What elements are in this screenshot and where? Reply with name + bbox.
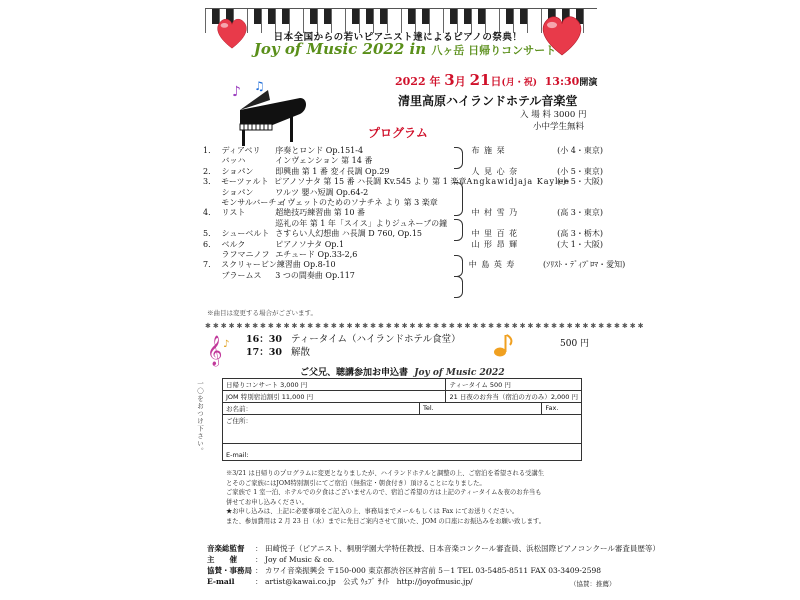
program-composer: ブラームス	[221, 270, 262, 280]
program-performer	[472, 271, 548, 281]
program-composer: スクリャービン	[221, 260, 277, 270]
form-notes	[226, 469, 596, 526]
program-num: 4．	[203, 208, 217, 218]
credit-value[interactable]: artist@kawai.co.jp 公式 ｳｪﾌﾞ ｻｲﾄ http://joyofmusic.jp/	[265, 577, 473, 586]
program-note: ※曲目は変更する場合がございます。	[207, 309, 317, 317]
program-heading: プログラム	[368, 126, 428, 140]
title-en: Joy of Music 2022 in	[253, 40, 427, 58]
option-night-bento[interactable]: 21 日夜のお弁当（宿泊の方のみ）2,000 円	[446, 391, 582, 403]
program-piece: 巡礼の年 第 1 年「スイス」よりジュネーブの鐘	[275, 218, 448, 228]
program-num	[203, 156, 222, 166]
credit-label: 音楽総監督	[207, 544, 245, 553]
brace	[454, 255, 463, 277]
sponsor-note: （協賛：推薦）	[570, 580, 616, 588]
program-piece: 3 つの間奏曲 Op.117	[275, 270, 355, 280]
program-num: 2．	[203, 166, 217, 176]
program-piece: 序奏とロンド Op.151-4	[275, 146, 364, 155]
fax-field[interactable]: Fax.	[542, 403, 582, 415]
program-row	[203, 188, 603, 198]
program-performer: 中 里 百 花	[471, 229, 519, 239]
program-piece: 練習曲 Op.8-10	[276, 260, 336, 270]
credit-label: 主 催	[207, 555, 237, 564]
svg-text:♫: ♫	[254, 79, 265, 93]
program-row	[203, 208, 603, 218]
program-performer: Angkawidjaja Kaylee	[466, 177, 571, 187]
schedule-item: 16：30 ティータイム（ハイランドホテル食堂）	[246, 334, 461, 345]
program-num	[203, 271, 222, 281]
program-piece: ピアノソナタ Op.1	[275, 239, 345, 249]
program-piece: ワルツ 嬰ハ短調 Op.64-2	[275, 187, 369, 197]
program-composer: リスト	[221, 208, 246, 218]
grand-piano-icon	[230, 80, 310, 150]
event-title	[205, 40, 605, 58]
program-age	[547, 219, 603, 229]
treble-clef-icon	[205, 333, 235, 367]
note-line: また、参加費用は 2 月 23 日（水）までに先日ご案内させて頂いた、JOM の口座にお振込みをお願い致します。	[226, 517, 546, 525]
option-tea[interactable]: ティータイム 500 円	[446, 379, 582, 391]
program-composer	[222, 219, 276, 229]
program-composer: ラフマニノフ	[221, 249, 270, 259]
credit-label: E-mail	[207, 577, 235, 586]
note-line: ※3/21 は日帰りのプログラムに変更となりましたが、ハイランドホテルと調整の上、ご宿泊を希望される受講生	[226, 470, 545, 477]
credit-line: E-mail ： artist@kawai.co.jp 公式 ｳｪﾌﾞ ｻｲﾄ http://joyofmusic.jp/	[207, 577, 473, 586]
program-age	[547, 250, 603, 260]
program-num: 6．	[203, 239, 217, 249]
program-composer: モーツァルト	[221, 177, 269, 187]
svg-text:♪: ♪	[232, 84, 241, 100]
credit-line: 音楽総監督 ： 田崎悦子（ピアニスト、桐朋学園大学特任教授、日本音楽コンクール審査員、浜松国際ピアノコンクール審査員歴等）	[207, 544, 660, 553]
program-performer	[473, 198, 548, 208]
svg-text:♪: ♪	[223, 339, 230, 350]
program-performer	[472, 219, 548, 229]
program-piece: イヴェットのためのソナチネ より 第 3 楽章	[279, 197, 438, 207]
program-age: (ｿﾘｽﾄ・ﾃﾞｨﾌﾟﾛﾏ・愛知)	[543, 260, 626, 270]
program-list	[203, 146, 626, 281]
credit-line: 主 催 ： Joy of Music & co.	[207, 555, 335, 564]
program-performer: 人 見 心 奈	[471, 166, 519, 176]
tagline: 日本全国からの若いピアニスト達によるピアノの祭典！	[273, 32, 523, 43]
schedule-item: 17：30 解散	[246, 347, 311, 358]
program-piece: インヴェンション 第 14 番	[275, 156, 373, 166]
brace	[454, 147, 463, 169]
option-concert[interactable]: 日帰りコンサート 3,000 円	[223, 379, 446, 391]
program-row	[203, 146, 603, 156]
program-piece: 超絶技巧練習曲 第 10 番	[275, 208, 366, 218]
program-age	[548, 198, 603, 208]
program-performer: 中 島 英 寿	[468, 260, 516, 270]
form-heading: ご父兄、聴講参加お申込書 Joy of Music 2022	[300, 368, 505, 378]
program-piece: さすらい人幻想曲 ハ長調 D 760, Op.15	[275, 229, 423, 239]
program-num: 3．	[203, 177, 217, 187]
program-composer: ベルク	[221, 239, 246, 249]
program-row	[203, 167, 603, 177]
program-row	[203, 260, 626, 270]
svg-text:𝄞: 𝄞	[207, 336, 223, 366]
credit-label: 協賛・事務局	[207, 566, 252, 575]
credit-value: Joy of Music & co.	[265, 555, 335, 564]
address-field[interactable]: ご住所：	[223, 415, 582, 444]
program-composer: モンサルバーチェ	[221, 197, 285, 207]
program-age: (小 5・大阪)	[557, 177, 603, 187]
note-line: ★お申し込みは、上記に必要事項をご記入の上、事務局までメールもしくは Fax にてお送りください。	[226, 508, 519, 515]
program-age	[547, 188, 603, 198]
music-note-icon	[493, 333, 515, 357]
program-row	[203, 219, 603, 229]
program-piece: エチュード Op.33-2,6	[275, 249, 358, 259]
title-jp: 八ヶ岳 日帰りコンサート	[431, 44, 557, 57]
program-composer: ショパン	[221, 187, 254, 197]
program-performer	[472, 250, 548, 260]
program-age: (小 5・東京)	[557, 166, 603, 176]
admission-fee: 入 場 料 3000 円 小中学生無料	[520, 110, 587, 132]
program-num: 7．	[203, 260, 217, 270]
program-age: (高 3・東京)	[557, 208, 603, 218]
brace	[454, 219, 463, 241]
brace	[454, 276, 463, 298]
program-age: (小 4・東京)	[557, 146, 603, 155]
program-num	[203, 198, 221, 208]
program-composer: ショパン	[221, 166, 254, 176]
event-date: 2022 年 3月 21日(月・祝) 13:30開演	[395, 71, 598, 89]
program-performer	[472, 188, 548, 198]
brace	[454, 182, 463, 216]
program-performer: 中 村 雪 乃	[471, 208, 519, 218]
schedule	[246, 333, 461, 359]
venue: 清里高原ハイランドホテル音楽堂	[398, 94, 578, 108]
program-num: 5．	[203, 229, 217, 239]
program-num: 1．	[203, 146, 217, 155]
program-composer: シューベルト	[221, 229, 270, 239]
program-row	[203, 198, 603, 208]
program-age: (大 1・大阪)	[557, 239, 603, 249]
program-age	[547, 156, 603, 166]
credit-value: 田崎悦子（ピアニスト、桐朋学園大学特任教授、日本音楽コンクール審査員、浜松国際ピアノコンクール審査員歴等）	[265, 544, 660, 553]
program-piece: ピアノソナタ 第 15 番 ハ長調 Kv.545 より 第 1 楽章	[273, 177, 467, 187]
program-row	[203, 177, 603, 187]
tel-field[interactable]: Tel.	[420, 403, 542, 415]
option-jom-stay[interactable]: JOM 特別宿泊割引 11,000 円	[223, 391, 446, 403]
program-composer: バッハ	[221, 156, 246, 166]
program-age: (高 3・栃木)	[557, 229, 603, 239]
program-num	[203, 188, 222, 198]
note-line: 併せてお申し込みください。	[226, 498, 308, 506]
name-field[interactable]: お名前：	[223, 403, 420, 415]
program-num	[203, 250, 222, 260]
form-side-note: 一〇をおつけ下さい。	[196, 380, 204, 455]
program-age	[547, 271, 603, 281]
program-row	[203, 250, 603, 260]
program-num	[203, 219, 222, 229]
program-row	[203, 156, 603, 166]
credit-line: 協賛・事務局 ： カワイ音楽振興会 〒150-000 東京都渋谷区神宮前 5－1 TEL 03-5485-8511 FAX 03-3409-2598	[207, 566, 602, 575]
program-performer: 布 施 栞	[471, 146, 506, 155]
note-line: ご家族で 1 室一泊、ホテルでの夕食はございませんので、宿泊ご希望の方は上記のティータイム＆夜のお弁当も	[226, 489, 542, 496]
tea-price: 500 円	[560, 339, 590, 349]
program-row	[203, 240, 603, 250]
note-line: とそのご家族にはJOM特別割引にてご宿泊（無指定・朝食付き）頂けることになりました。	[226, 479, 486, 487]
divider: ✱✱✱✱✱✱✱✱✱✱✱✱✱✱✱✱✱✱✱✱✱✱✱✱✱✱✱✱✱✱✱✱✱✱✱✱✱✱✱✱✱✱✱✱✱✱✱✱✱✱✱✱✱✱✱✱	[205, 322, 646, 330]
program-performer: 山 形 昂 輝	[471, 239, 519, 249]
program-row	[203, 229, 603, 239]
email-field[interactable]: E-mail:	[223, 444, 582, 461]
program-performer	[472, 156, 548, 166]
program-row	[203, 271, 603, 281]
program-piece: 即興曲 第 1 番 変イ長調 Op.29	[275, 166, 390, 176]
program-composer: ディアベリ	[221, 146, 261, 155]
application-form	[222, 378, 582, 461]
credit-value: カワイ音楽振興会 〒150-000 東京都渋谷区神宮前 5－1 TEL 03-5485-8511 FAX 03-3409-2598	[265, 566, 602, 575]
